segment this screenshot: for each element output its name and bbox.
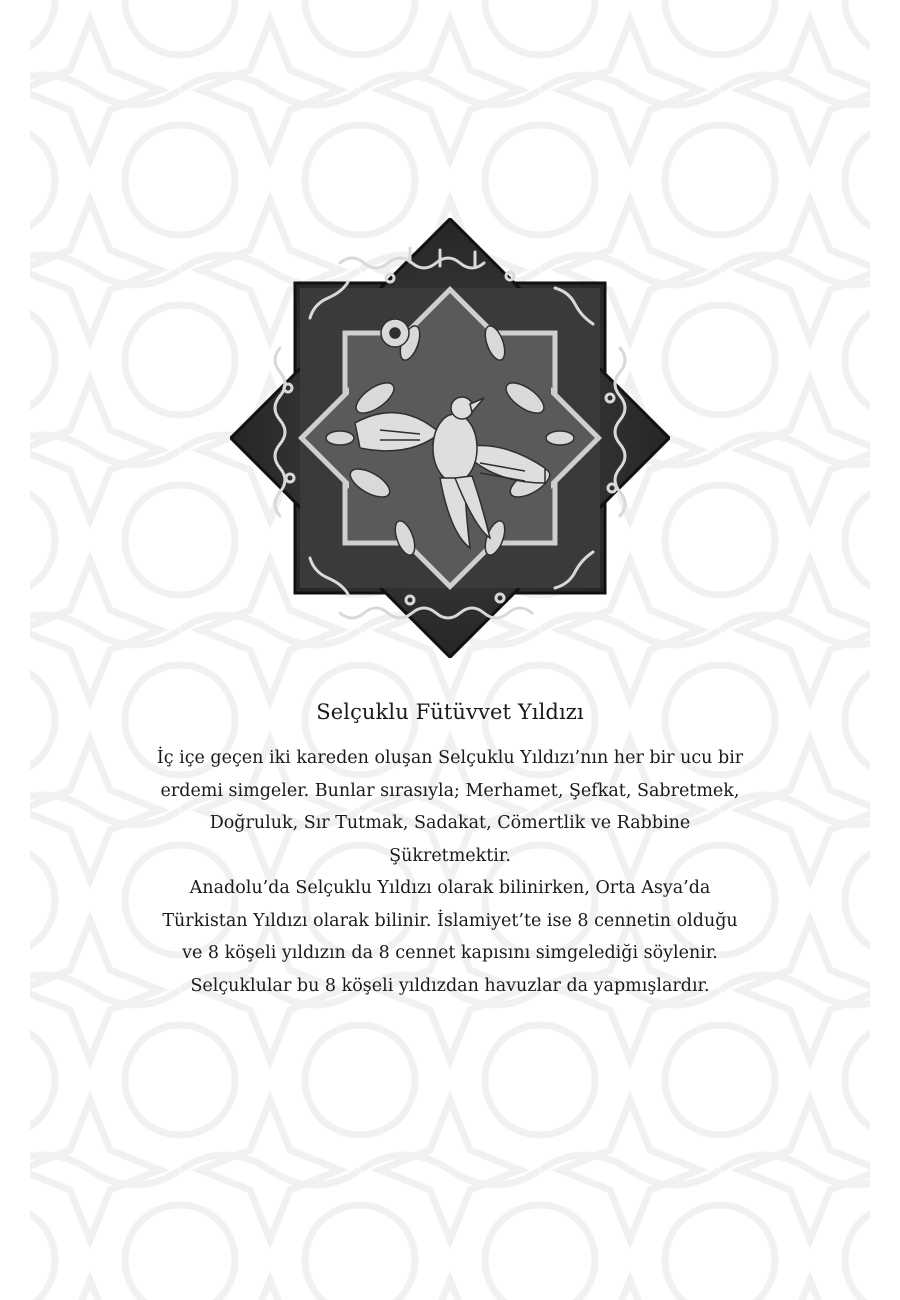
caption-title: Selçuklu Fütüvvet Yıldızı (316, 700, 584, 724)
caption-paragraph: İç içe geçen iki kareden oluşan Selçuklu Yıldızı’nın her bir ucu bir erdemi simgeler. Bunlar sırasıyla; Merhamet, Şefkat, Sabretmek, Doğruluk, Sır Tutmak, Sadakat, Cömertlik ve Rabbine Şükretmektir. (156, 748, 744, 866)
caption-paragraph: Anadolu’da Selçuklu Yıldızı olarak bilinirken, Orta Asya’da Türkistan Yıldızı olarak bilinir. İslamiyet’te ise 8 cennetin olduğu ve 8 köşeli yıldızın da 8 cennet kapısını simgelediği söylenir. (162, 878, 738, 963)
selcuklu-star-tile-icon (230, 218, 670, 658)
figure-caption (150, 700, 750, 1002)
caption-paragraph: Selçuklular bu 8 köşeli yıldızdan havuzlar da yapmışlardır. (190, 975, 710, 996)
